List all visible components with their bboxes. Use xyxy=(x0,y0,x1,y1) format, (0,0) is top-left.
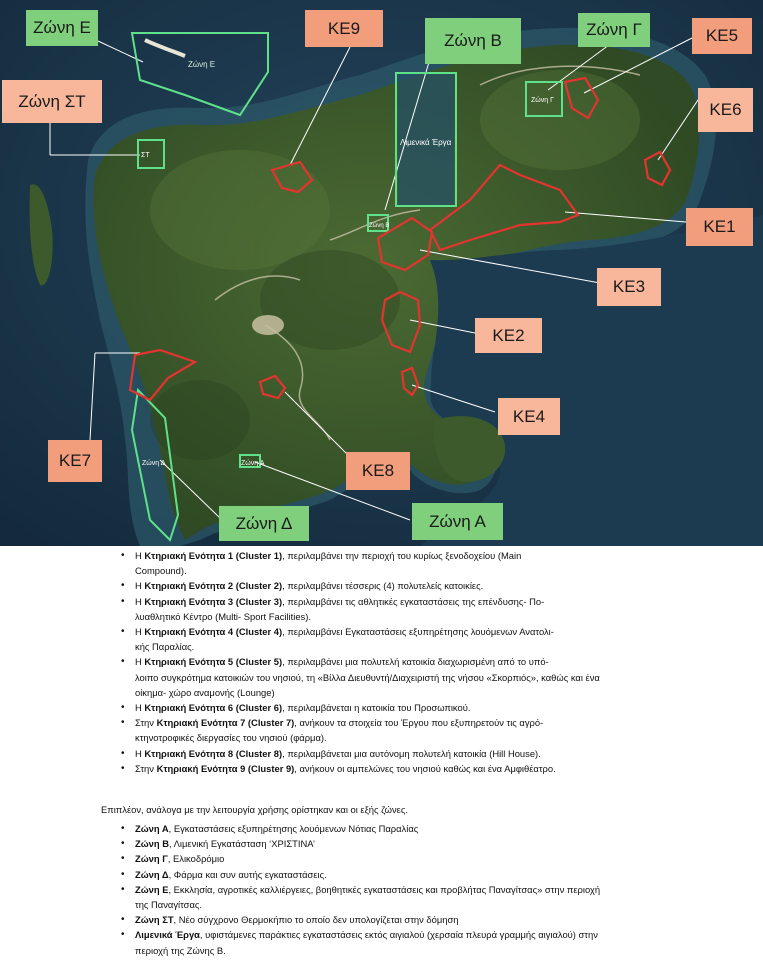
list-item: • Ζώνη ΣΤ, Νέο σύγχρονο Θερμοκήπιο το οποίο δεν υπολογίζεται στην δόμηση xyxy=(119,912,614,927)
zone-b-map-text: Ζώνη Β xyxy=(369,223,390,229)
clusters-list xyxy=(119,548,614,776)
list-item: • Η Κτηριακή Ενότητα 5 (Cluster 5), περιλαμβάνει μια πολυτελή κατοικία διαχωρισμένη από το υπό- λοιπο συγκρότημα κατοικιών του νησιού, τη «Βίλλα Διευθυντή/Διαχειριστή της νήσου «Σκορπιός», καθώς και ένα οίκημα- χώρο αναμονής (Lounge) xyxy=(119,654,614,700)
zones-list xyxy=(119,821,614,958)
list-item: • Ζώνη Γ, Ελικοδρόμιο xyxy=(119,851,614,866)
zone-e-map-text: Ζώνη Ε xyxy=(188,60,216,69)
ke5-label: ΚΕ5 xyxy=(692,18,752,54)
list-item: • Ζώνη Β, Λιμενική Εγκατάσταση ‘ΧΡΙΣΤΙΝΑ’ xyxy=(119,836,614,851)
ke4-label: ΚΕ4 xyxy=(498,398,560,435)
list-item: • Η Κτηριακή Ενότητα 4 (Cluster 4), περιλαμβάνει Εγκαταστάσεις εξυπηρέτησης λουόμενων Ανατολι- κής Παραλίας. xyxy=(119,624,614,654)
list-item: • Στην Κτηριακή Ενότητα 7 (Cluster 7), ανήκουν τα στοιχεία του Έργου που εξυπηρετούν τις αγρό- κτηνοτροφικές διεργασίες του νησιού (φάρμα). xyxy=(119,715,614,745)
ke8-label: ΚΕ8 xyxy=(346,452,410,490)
ke9-label: ΚΕ9 xyxy=(305,10,383,47)
ke3-label: ΚΕ3 xyxy=(597,268,661,306)
list-item: • Η Κτηριακή Ενότητα 2 (Cluster 2), περιλαμβάνει τέσσερις (4) πολυτελείς κατοικίες. xyxy=(119,578,614,593)
zone-a-label: Ζώνη Α xyxy=(412,503,503,540)
clearing xyxy=(252,315,284,335)
zones-intro: Επιπλέον, ανάλογα με την λειτουργία χρήσης ορίστηκαν και οι εξής ζώνες. xyxy=(101,804,408,815)
list-item: • Η Κτηριακή Ενότητα 3 (Cluster 3), περιλαμβάνει τις αθλητικές εγκαταστάσεις της επένδυσης- Πο- λυαθλητικό Κέντρο (Multi- Sport Facilities). xyxy=(119,594,614,624)
zone-d-map-text: Ζώνη Δ xyxy=(142,460,166,467)
zone-g-label: Ζώνη Γ xyxy=(578,13,650,47)
ke7-label: ΚΕ7 xyxy=(48,440,102,482)
zone-a-map-text: Ζώνη Α xyxy=(241,460,265,467)
zone-st-map-text: ΣΤ xyxy=(141,152,150,159)
zone-st-label: Ζώνη ΣΤ xyxy=(2,80,102,123)
zone-g-map-text: Ζώνη Γ xyxy=(531,97,554,104)
list-item: • Ζώνη Α, Εγκαταστάσεις εξυπηρέτησης λουόμενων Νότιας Παραλίας xyxy=(119,821,614,836)
list-item: • Η Κτηριακή Ενότητα 8 (Cluster 8), περιλαμβάνεται μια αυτόνομη πολυτελή κατοικία (Hill House). xyxy=(119,746,614,761)
list-item: • Η Κτηριακή Ενότητα 1 (Cluster 1), περιλαμβάνει την περιοχή του κυρίως ξενοδοχείου (Main Compound). xyxy=(119,548,614,578)
list-item: • Ζώνη Δ, Φάρμα και συν αυτής εγκαταστάσεις. xyxy=(119,867,614,882)
ke2-label: ΚΕ2 xyxy=(475,318,542,353)
list-item: • Ζώνη Ε, Εκκλησία, αγροτικές καλλιέργειες, βοηθητικές εγκαταστάσεις και προβλήτας Παναγίτσας» στην περιοχή της Παναγίτσας. xyxy=(119,882,614,912)
ke1-label: ΚΕ1 xyxy=(686,208,753,246)
ke6-label: ΚΕ6 xyxy=(698,88,753,132)
zone-d-label: Ζώνη Δ xyxy=(219,506,309,541)
list-item: • Λιμενικά Έργα, υφιστάμενες παράκτιες εγκαταστάσεις εκτός αιγιαλού (χερσαία πλευρά γραμμής αιγιαλού) στην περιοχή της Ζώνης Β. xyxy=(119,927,614,957)
zone-b-label: Ζώνη Β xyxy=(425,18,521,64)
list-item: • Στην Κτηριακή Ενότητα 9 (Cluster 9), ανήκουν οι αμπελώνες του νησιού καθώς και ένα Αμφιθέατρο. xyxy=(119,761,614,776)
limeniko-erga-map-text: Λιμενικά Έργα xyxy=(400,138,452,147)
list-item: • Η Κτηριακή Ενότητα 6 (Cluster 6), περιλαμβάνεται η κατοικία του Προσωπικού. xyxy=(119,700,614,715)
zone-e-label: Ζώνη Ε xyxy=(26,10,98,46)
